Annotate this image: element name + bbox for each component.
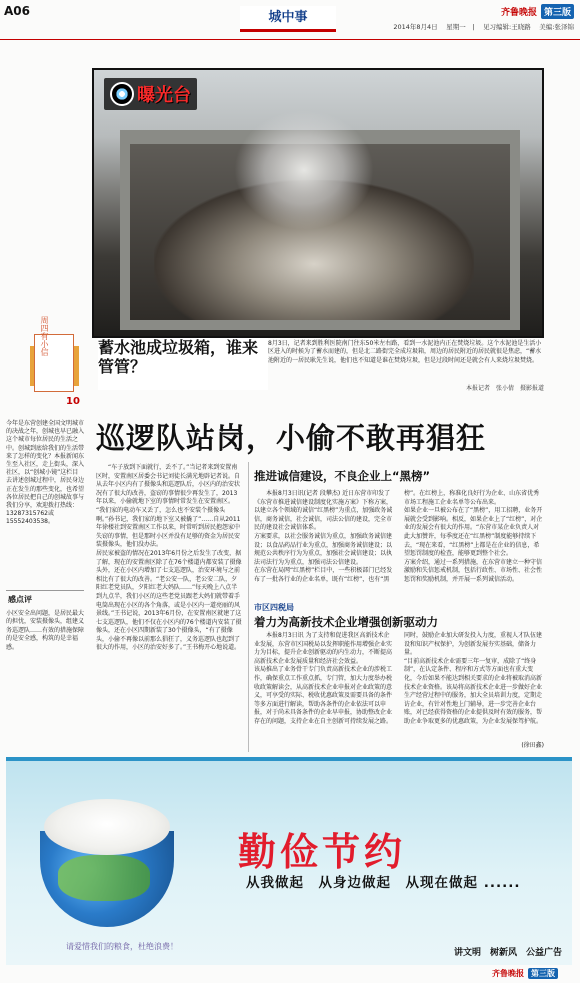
article-1-body: 本报8月3日讯(记者 段攀杰) 近日东营市印发了《东营市推进诚信建设制度化实施方案》下称方案，以建立各个领域的诚信“红黑榜”为重点，加强政务诚信，商务诚信，社会诚信，司法公信的建设，完全市民的建设社会诚信体系。 方案要求，以社会服务诚信为重点，加强政务诚信建设；以食品药品行业为重点，加强商务诚信建设；以规范公共秩序行为为重点，加强社会诚信建设；以执法司法行为为重点，加强司法公信建设。 在东营在局网“红黑榜”栏目中，一些积极部门已经发布了一批各行业的企业名单，既有“红榜”，也有“黑榜”。在红榜上，称准化良好行为企业、山东省优秀市场工程施工企业名单等公布出来。 如果企业一旦被公布在了“黑榜”，用工招聘，业务开展就会受到影响。相反，如果企业上了“红榜”，对企业的发展会有很大的作用。“东营市某企业负责人对此大加赞许，每季度还在“红黑榜”制度能够持续下去，“现在来看，“红黑榜”上都是在企业的信息，希望惩罚制度的检查，能够更到整个社会。 方案介绍，通过一系列措施，在东营市建立一种守信激励和失信惩戒机制，包括行政性、市场性、社会性惩罚和奖励机制，并开展一系列诚信活动。	[254, 490, 543, 583]
column-divider	[248, 462, 249, 752]
footer-brand: 齐鲁晚报	[492, 969, 524, 978]
brand-tag: 第三版	[541, 4, 574, 19]
page-footer	[492, 968, 558, 979]
illustration-number: 10	[66, 396, 80, 407]
designer: 美编:张泽锦	[539, 23, 574, 31]
date: 2014年8月4日	[393, 23, 438, 31]
ad-note: 请爱惜我们的粮食，杜绝浪费！	[66, 942, 178, 951]
article-1-title: 推进诚信建设，不良企业上“黑榜”	[254, 469, 431, 483]
ad-title: 勤俭节约	[238, 830, 407, 874]
public-service-ad	[6, 757, 572, 965]
weekday: 星期一	[446, 23, 466, 31]
camera-lens-icon	[110, 82, 134, 106]
brand-name: 齐鲁晚报	[500, 8, 537, 18]
article-2-byline: (徐田鑫)	[521, 742, 544, 749]
article-2-body: 本报8月3日讯 为了支持和促进我区高新技术企业发展，东营市区国税局以发挥职能作用增强企业实力为目标，提升企业创新驱动的内生动力，不断提高高新技术企业发展质量和经济社会效益。 该局推出了业务骨干专门负责高新技术企业的涉税工作，确保重点工作重点抓，专门管，加大力度举办税收政策解读会，从高新技术企业申报对企业政策的意义，可享受的实际、税收优惠政策及需要具备的条件等多方面进行解读，帮助各条件的企业依法可以申报，对于尚未具备条件的企业早申报，协助整改企业存在的问题，支持企业在自主创新可持续发展之路。同时，鼓励企业加大研发投入力度，重视人才队伍建设和知识产权保护，为创新发展夯实基础，储备力量。 “目前高新技术企业需要三年一复审，成除了“终身制”，在认定条件、程序和方式等方面也有重大变化，今后如果不能达到相关要求的企业将被取消高新技术企业资格。该局将高新技术企业进一步做好企业生产经营过程中的服务，加大全员培训力度，定期走访企业，有针对性地上门辅导，进一步完善企业台账，对已经获得资格的企业提供及时有效的服务，帮助企业争取更多的优惠政策，为企业发展保驾护航。	[254, 632, 543, 725]
page-number: A06	[4, 4, 30, 18]
smoke	[234, 110, 374, 230]
editor: 见习编辑:王晓路	[483, 23, 531, 31]
rice-bowl-icon	[32, 791, 182, 941]
sidebar-intro: 今年是东营创建全国文明城市的决战之年，创城也早已融入这个城市每位居民的生活之中。创城到底给我们的生活带来了怎样的变化？本报新闻东生至入社区，走上街头，深入社区，以“创城小镜”这栏目去讲述创城过程中，居民身边正在发生的那些变化，也希望各位居民把自己的创城故事与我们分享，欢迎拨打热线：13287315762或15552403538。	[6, 420, 85, 526]
section-title: 城中事	[240, 6, 336, 32]
sidebar-illustration	[30, 316, 82, 412]
main-article-body: “车子放到下面就行，丢不了。”当记者来到安置南区时，安置南区居委会书记刘徒长满光地辟记者说。自从去年小区内有了摄像头和巡逻队后，小区内的治安状况有了很大的改善，盗窃的事情很少再发生了，2013年以来，小偷就地下室的事情时常发生在安置南区。 “我们家的电动车又丢了，怎么也不安装个摄像头啊。”孙书记，我们家的地下室又被撬了”……自从2011年徐楼社到安置南区工作以来，时常听到居民抱怨家中失窃的事情，但是那时小区并没有足够的资金为居民安装摄像头，他们没办法。 居民家被盗的情况在2013年6月份之后发生了改变，据了解，现在的安置南区除了在76个楼道内都安装了摄像头外，还在小区内增加了七支巡逻队，治安环境与之前相比有了很大的改善。“老公安一队，老公安二队，夕阳红老党员队，夕阳红老大妈队……”每天晚上八点半到九点半，我们小区的这些老党员跟老大妈们就带着手电筒出现在小区的各个角落，或是小区内一道亮丽的风景线。”王书记说，2013年6月份，在安置南区就建了这七支巡逻队，他们不仅在小区内的76个楼道内安装了摄像头，还在小区四期新装了30个摄像头，“有了摄像头，小偷不再像以前那么猖狂了，义务巡逻队也起到了很大的作用，小区的治安好多了。”王书梅开心地说道。	[96, 464, 242, 652]
page-header	[0, 0, 580, 40]
illustration-title: 周四有小信	[40, 316, 49, 356]
exposure-badge	[104, 78, 197, 110]
ad-credit: 讲文明 树新风 公益广告	[454, 948, 563, 958]
ad-slogan: 从我做起 从身边做起 从现在做起 ......	[246, 875, 521, 891]
footer-tag: 第三版	[528, 968, 558, 979]
sidebar-subtitle: 感点评	[8, 595, 32, 604]
photo-credit: 本报记者 张小倩 摄影报道	[465, 385, 544, 392]
brand-logo	[501, 4, 574, 19]
article-2-kicker: 市区四税局	[254, 603, 294, 612]
photo-caption-title: 蓄水池成垃圾箱，谁来管管？	[98, 338, 268, 390]
sidebar-divider	[6, 590, 84, 591]
article-2-title: 着力为高新技术企业增强创新驱动力	[254, 615, 438, 629]
main-photo	[92, 68, 544, 338]
sidebar-comment: 小区安全出问题，是居民最大的担忧，安装摄像头，组建义务巡逻队……有效的措施保障的是安全感，构筑的是幸福感。	[6, 610, 85, 651]
photo-caption-body: 8月3日，记者来到胜利医院南门往东50米左右路，看到一水泥池内正在焚烧垃圾。这个水泥池是生活小区进入的时候为了蓄水而建的，但是北二路街完全成垃圾箱，周边的居民附近的居民就很是焦虑，“蓄水池附近的一居民耿先生说，他们也不知道是谁在焚烧垃圾，但是过段时间还是就会有人来烧垃圾焚烧。	[268, 340, 542, 364]
badge-text: 曝光台	[137, 85, 191, 106]
page-meta: 2014年8月4日 星期一 | 见习编辑:王晓路 美编:张泽锦	[393, 23, 574, 31]
main-headline: 巡逻队站岗，小偷不敢再猖狂	[96, 421, 487, 455]
